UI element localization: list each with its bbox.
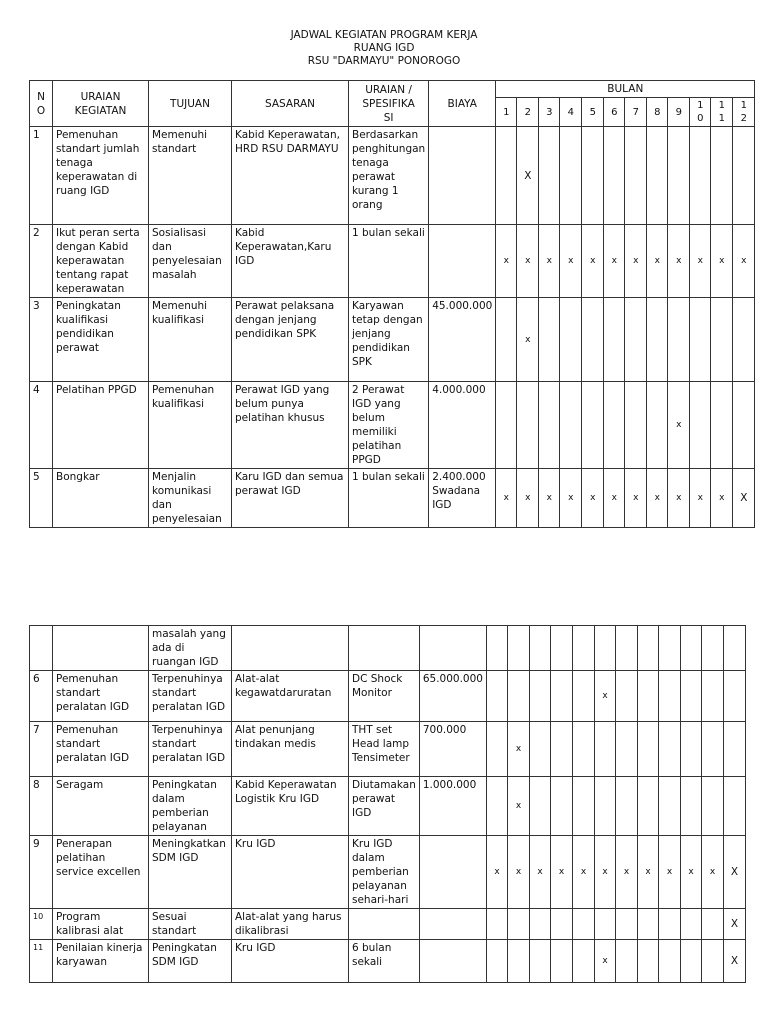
month-header-6: 6 <box>604 98 625 127</box>
month-mark-3 <box>539 298 560 382</box>
month-mark-9: x <box>668 469 690 528</box>
month-mark-8 <box>647 127 668 225</box>
month-header-5: 5 <box>582 98 604 127</box>
month-mark-10 <box>690 298 711 382</box>
month-mark-11 <box>701 671 723 722</box>
cell-sasaran: Kabid Keperawatan,Karu IGD <box>232 225 349 298</box>
cell-tujuan: Memenuhi kualifikasi <box>149 298 232 382</box>
month-mark-5: x <box>572 836 594 909</box>
month-mark-2 <box>517 382 539 469</box>
cell-sasaran: Alat penunjang tindakan medis <box>232 722 349 777</box>
cell-tujuan: Peningkatan dalam pemberian pelayanan <box>149 777 232 836</box>
month-mark-9: x <box>668 225 690 298</box>
cell-biaya: 2.400.000 Swadana IGD <box>429 469 496 528</box>
month-mark-3: x <box>539 469 560 528</box>
cell-uraian: Ikut peran serta dengan Kabid keperawatan tentang rapat keperawatan <box>53 225 149 298</box>
table-row <box>30 671 746 722</box>
month-mark-3 <box>529 722 550 777</box>
cell-spesifikasi: Diutamakan perawat IGD <box>349 777 420 836</box>
month-mark-10: x <box>690 469 711 528</box>
doc-subtitle-hospital: RSU "DARMAYU" PONOROGO <box>307 55 461 67</box>
month-mark-5 <box>572 626 594 671</box>
month-header-11: 1 1 <box>711 98 733 127</box>
month-mark-5 <box>582 127 604 225</box>
month-header-9: 9 <box>668 98 690 127</box>
month-mark-6 <box>604 127 625 225</box>
cell-uraian: Bongkar <box>53 469 149 528</box>
month-mark-6: x <box>594 940 615 983</box>
month-mark-8: x <box>647 469 668 528</box>
month-mark-2: x <box>507 836 529 909</box>
month-mark-9 <box>658 909 680 940</box>
doc-subtitle-unit: RUANG IGD <box>353 42 415 54</box>
cell-uraian: Pemenuhan standart peralatan IGD <box>53 722 149 777</box>
cell-no: 2 <box>30 225 53 298</box>
month-mark-7 <box>625 298 647 382</box>
table-row <box>30 626 746 671</box>
month-mark-5 <box>572 671 594 722</box>
month-mark-7 <box>615 909 637 940</box>
cell-sasaran: Kru IGD <box>232 940 349 983</box>
month-mark-11 <box>711 127 733 225</box>
month-mark-2: X <box>517 127 539 225</box>
month-mark-9 <box>668 298 690 382</box>
col-header-uraian: URAIAN KEGIATAN <box>53 81 149 127</box>
month-header-8: 8 <box>647 98 668 127</box>
cell-tujuan: Peningkatan SDM IGD <box>149 940 232 983</box>
cell-uraian: Pemenuhan standart peralatan IGD <box>53 671 149 722</box>
month-mark-4 <box>560 382 582 469</box>
month-mark-12 <box>723 722 745 777</box>
month-mark-7: x <box>615 836 637 909</box>
month-mark-2 <box>507 940 529 983</box>
cell-spesifikasi: 1 bulan sekali <box>349 469 429 528</box>
cell-biaya <box>419 909 486 940</box>
month-mark-12 <box>723 777 745 836</box>
month-mark-4: x <box>550 836 572 909</box>
month-mark-6 <box>604 382 625 469</box>
month-mark-10 <box>680 777 701 836</box>
month-mark-8 <box>637 626 658 671</box>
month-mark-12: X <box>723 940 745 983</box>
cell-tujuan: Pemenuhan kualifikasi <box>149 382 232 469</box>
month-mark-10 <box>680 671 701 722</box>
month-mark-8 <box>637 909 658 940</box>
cell-sasaran: Kru IGD <box>232 836 349 909</box>
month-mark-8: x <box>647 225 668 298</box>
month-mark-4 <box>550 626 572 671</box>
cell-tujuan: Sosialisasi dan penyelesaian masalah <box>149 225 232 298</box>
month-mark-9 <box>658 940 680 983</box>
col-header-biaya: BIAYA <box>429 81 496 127</box>
cell-spesifikasi: 6 bulan sekali <box>349 940 420 983</box>
month-mark-1 <box>486 909 507 940</box>
month-mark-12: X <box>723 909 745 940</box>
month-mark-5: x <box>582 469 604 528</box>
month-mark-6: x <box>604 225 625 298</box>
month-mark-10: x <box>680 836 701 909</box>
cell-biaya: 65.000.000 <box>419 671 486 722</box>
month-mark-10 <box>680 909 701 940</box>
cell-no: 8 <box>30 777 53 836</box>
cell-biaya: 1.000.000 <box>419 777 486 836</box>
month-mark-6 <box>594 626 615 671</box>
month-mark-6 <box>594 722 615 777</box>
cell-spesifikasi: Berdasarkan penghitungan tenaga perawat kurang 1 orang <box>349 127 429 225</box>
month-mark-4: x <box>560 225 582 298</box>
month-mark-8: x <box>637 836 658 909</box>
month-mark-3 <box>529 909 550 940</box>
month-mark-1 <box>486 722 507 777</box>
cell-uraian: Program kalibrasi alat <box>53 909 149 940</box>
month-mark-9: x <box>668 382 690 469</box>
cell-spesifikasi: Karyawan tetap dengan jenjang pendidikan SPK <box>349 298 429 382</box>
cell-sasaran: Perawat IGD yang belum punya pelatihan khusus <box>232 382 349 469</box>
month-mark-1: x <box>496 225 517 298</box>
cell-biaya <box>419 940 486 983</box>
month-mark-12 <box>733 298 755 382</box>
month-mark-3 <box>529 626 550 671</box>
month-mark-7 <box>615 722 637 777</box>
cell-tujuan: Menjalin komunikasi dan penyelesaian <box>149 469 232 528</box>
month-mark-9 <box>658 626 680 671</box>
cell-no: 4 <box>30 382 53 469</box>
month-mark-6 <box>594 777 615 836</box>
month-mark-5 <box>572 909 594 940</box>
month-mark-4 <box>560 298 582 382</box>
cell-biaya <box>419 836 486 909</box>
cell-sasaran: Alat-alat yang harus dikalibrasi <box>232 909 349 940</box>
cell-sasaran: Kabid Keperawatan, HRD RSU DARMAYU <box>232 127 349 225</box>
month-header-4: 4 <box>560 98 582 127</box>
cell-sasaran: Alat-alat kegawatdaruratan <box>232 671 349 722</box>
doc-title: JADWAL KEGIATAN PROGRAM KERJA <box>290 29 478 41</box>
month-mark-1 <box>486 777 507 836</box>
month-mark-1: x <box>496 469 517 528</box>
month-mark-2: x <box>517 469 539 528</box>
month-mark-7 <box>625 127 647 225</box>
col-header-spesifikasi: URAIAN / SPESIFIKA SI <box>349 81 429 127</box>
month-mark-9 <box>668 127 690 225</box>
month-mark-10 <box>680 722 701 777</box>
month-mark-5 <box>572 777 594 836</box>
cell-spesifikasi: THT set Head lamp Tensimeter <box>349 722 420 777</box>
col-header-tujuan: TUJUAN <box>149 81 232 127</box>
cell-no: 11 <box>30 940 53 983</box>
month-mark-10 <box>680 940 701 983</box>
cell-uraian: Pelatihan PPGD <box>53 382 149 469</box>
schedule-table-part2 <box>29 625 746 983</box>
month-mark-8 <box>637 777 658 836</box>
cell-spesifikasi: DC Shock Monitor <box>349 671 420 722</box>
cell-spesifikasi: 2 Perawat IGD yang belum memiliki pelatihan PPGD <box>349 382 429 469</box>
col-header-bulan: BULAN <box>496 81 755 98</box>
month-mark-12: X <box>733 469 755 528</box>
month-mark-5 <box>572 722 594 777</box>
cell-uraian: Penilaian kinerja karyawan <box>53 940 149 983</box>
month-mark-2: x <box>507 777 529 836</box>
month-mark-4 <box>550 777 572 836</box>
month-mark-6 <box>604 298 625 382</box>
col-header-sasaran: SASARAN <box>232 81 349 127</box>
cell-biaya: 45.000.000 <box>429 298 496 382</box>
month-header-1: 1 <box>496 98 517 127</box>
month-mark-12 <box>733 127 755 225</box>
cell-biaya: 700.000 <box>419 722 486 777</box>
table-row <box>30 940 746 983</box>
month-mark-4: x <box>560 469 582 528</box>
month-mark-4 <box>550 940 572 983</box>
month-mark-2 <box>507 671 529 722</box>
cell-no: 9 <box>30 836 53 909</box>
month-mark-4 <box>550 909 572 940</box>
month-mark-4 <box>560 127 582 225</box>
month-header-10: 1 0 <box>690 98 711 127</box>
month-header-2: 2 <box>517 98 539 127</box>
cell-tujuan: Sesuai standart <box>149 909 232 940</box>
month-mark-12 <box>723 671 745 722</box>
month-mark-11 <box>701 940 723 983</box>
cell-spesifikasi <box>349 626 420 671</box>
month-mark-4 <box>550 722 572 777</box>
month-mark-11 <box>701 722 723 777</box>
month-mark-7: x <box>625 225 647 298</box>
month-mark-5: x <box>582 225 604 298</box>
table-row <box>30 909 746 940</box>
month-mark-1: x <box>486 836 507 909</box>
month-mark-3: x <box>529 836 550 909</box>
cell-tujuan: Terpenuhinya standart peralatan IGD <box>149 671 232 722</box>
month-mark-3 <box>529 671 550 722</box>
month-mark-7 <box>615 626 637 671</box>
cell-no: 6 <box>30 671 53 722</box>
cell-tujuan: Terpenuhinya standart peralatan IGD <box>149 722 232 777</box>
cell-sasaran: Karu IGD dan semua perawat IGD <box>232 469 349 528</box>
month-mark-8 <box>647 382 668 469</box>
cell-no: 1 <box>30 127 53 225</box>
month-mark-12 <box>733 382 755 469</box>
cell-tujuan: masalah yang ada di ruangan IGD <box>149 626 232 671</box>
month-mark-3 <box>529 940 550 983</box>
table-row <box>30 225 755 298</box>
month-mark-3 <box>529 777 550 836</box>
table-row <box>30 382 755 469</box>
month-mark-2: x <box>507 722 529 777</box>
month-mark-8 <box>647 298 668 382</box>
cell-sasaran <box>232 626 349 671</box>
month-mark-11 <box>711 298 733 382</box>
month-mark-1 <box>496 298 517 382</box>
table-row <box>30 777 746 836</box>
month-mark-10 <box>690 127 711 225</box>
schedule-table-part1 <box>29 80 755 528</box>
cell-biaya: 4.000.000 <box>429 382 496 469</box>
month-mark-11 <box>701 909 723 940</box>
month-mark-1 <box>486 626 507 671</box>
month-mark-7 <box>615 940 637 983</box>
cell-uraian <box>53 626 149 671</box>
month-mark-11 <box>701 777 723 836</box>
month-mark-10 <box>680 626 701 671</box>
month-mark-5 <box>572 940 594 983</box>
cell-biaya <box>419 626 486 671</box>
month-mark-4 <box>550 671 572 722</box>
table-row <box>30 298 755 382</box>
table-row <box>30 469 755 528</box>
month-mark-6: x <box>594 836 615 909</box>
cell-spesifikasi <box>349 909 420 940</box>
month-mark-8 <box>637 722 658 777</box>
month-mark-1 <box>496 382 517 469</box>
month-mark-12 <box>723 626 745 671</box>
month-mark-7 <box>615 777 637 836</box>
month-mark-3: x <box>539 225 560 298</box>
month-mark-6: x <box>604 469 625 528</box>
month-mark-10 <box>690 382 711 469</box>
month-mark-2 <box>507 626 529 671</box>
month-mark-11: x <box>711 469 733 528</box>
month-mark-9 <box>658 777 680 836</box>
month-mark-7 <box>615 671 637 722</box>
month-mark-2 <box>507 909 529 940</box>
month-mark-7 <box>625 382 647 469</box>
month-mark-7: x <box>625 469 647 528</box>
cell-uraian: Seragam <box>53 777 149 836</box>
table-row <box>30 836 746 909</box>
cell-spesifikasi: 1 bulan sekali <box>349 225 429 298</box>
month-mark-5 <box>582 298 604 382</box>
month-mark-11: x <box>701 836 723 909</box>
month-header-3: 3 <box>539 98 560 127</box>
month-mark-10: x <box>690 225 711 298</box>
cell-no: 3 <box>30 298 53 382</box>
month-mark-1 <box>486 671 507 722</box>
cell-no: 10 <box>30 909 53 940</box>
cell-biaya <box>429 127 496 225</box>
cell-biaya <box>429 225 496 298</box>
month-mark-3 <box>539 127 560 225</box>
month-header-12: 1 2 <box>733 98 755 127</box>
cell-spesifikasi: Kru IGD dalam pemberian pelayanan sehari-hari <box>349 836 420 909</box>
cell-no: 5 <box>30 469 53 528</box>
month-mark-9: x <box>658 836 680 909</box>
cell-no <box>30 626 53 671</box>
cell-sasaran: Kabid Keperawatan Logistik Kru IGD <box>232 777 349 836</box>
month-mark-12: X <box>723 836 745 909</box>
month-mark-2: x <box>517 298 539 382</box>
month-header-7: 7 <box>625 98 647 127</box>
month-mark-5 <box>582 382 604 469</box>
table-row <box>30 722 746 777</box>
month-mark-6 <box>594 909 615 940</box>
cell-uraian: Penerapan pelatihan service excellen <box>53 836 149 909</box>
month-mark-11 <box>711 382 733 469</box>
month-mark-8 <box>637 940 658 983</box>
month-mark-6: x <box>594 671 615 722</box>
month-mark-1 <box>496 127 517 225</box>
month-mark-8 <box>637 671 658 722</box>
month-mark-11 <box>701 626 723 671</box>
cell-no: 7 <box>30 722 53 777</box>
cell-tujuan: Meningkatkan SDM IGD <box>149 836 232 909</box>
cell-uraian: Peningkatan kualifikasi pendidikan perawat <box>53 298 149 382</box>
cell-sasaran: Perawat pelaksana dengan jenjang pendidikan SPK <box>232 298 349 382</box>
month-mark-9 <box>658 722 680 777</box>
month-mark-1 <box>486 940 507 983</box>
cell-uraian: Pemenuhan standart jumlah tenaga keperawatan di ruang IGD <box>53 127 149 225</box>
month-mark-11: x <box>711 225 733 298</box>
month-mark-12: x <box>733 225 755 298</box>
cell-tujuan: Memenuhi standart <box>149 127 232 225</box>
table-row <box>30 127 755 225</box>
month-mark-2: x <box>517 225 539 298</box>
month-mark-3 <box>539 382 560 469</box>
col-header-no: N O <box>30 81 53 127</box>
month-mark-9 <box>658 671 680 722</box>
